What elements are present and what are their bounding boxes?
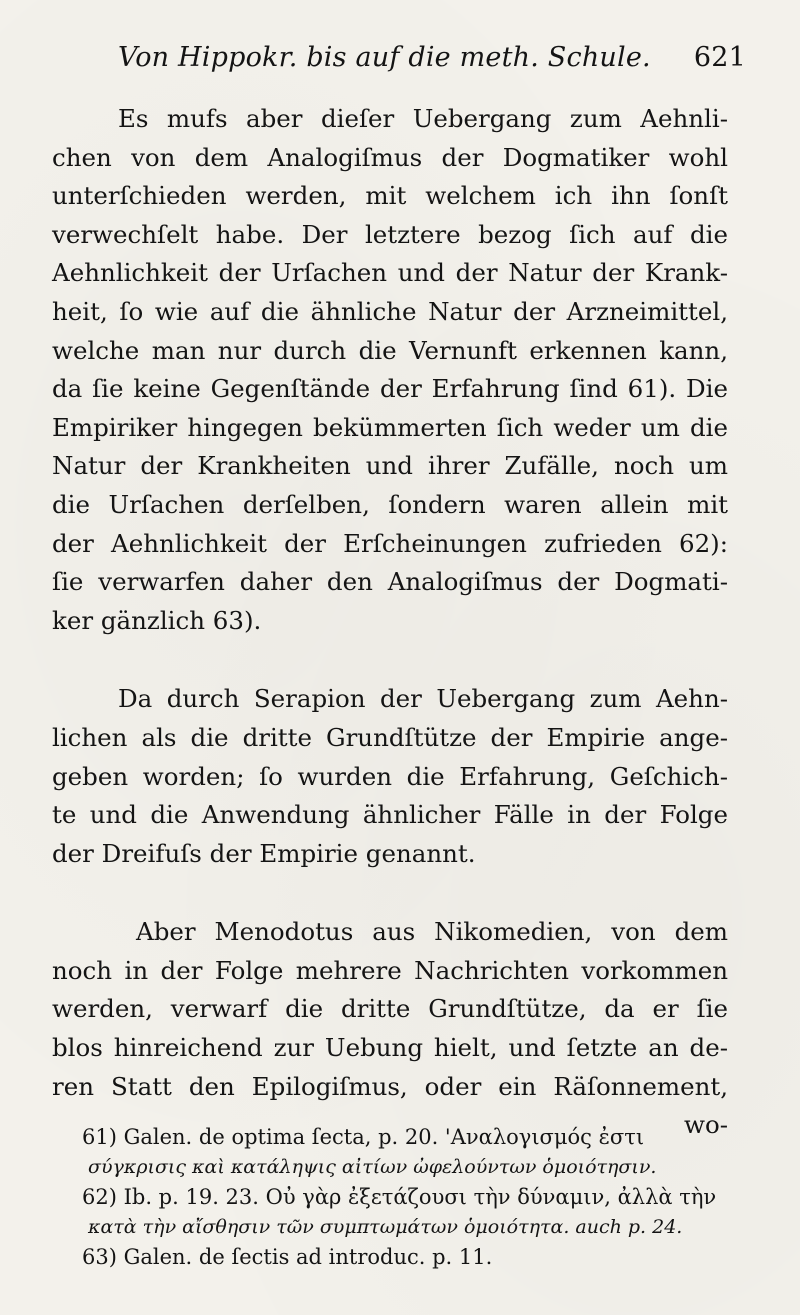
text-line: verwechſelt habe. Der letztere bezog ſich auf die bbox=[52, 219, 728, 249]
text-line: ren Statt den Epilogiſmus, oder ein Räſonnement, bbox=[52, 1071, 728, 1101]
running-title: Von Hippokr. bis auf die meth. Schule. bbox=[118, 42, 651, 73]
footnote-63: 63) Galen. de ſectis ad introduc. p. 11. bbox=[82, 1245, 493, 1269]
text-line: geben worden; ſo wurden die Erfahrung, Geſchich- bbox=[52, 761, 728, 791]
text-line: da ſie keine Gegenſtände der Erfahrung ſind 61). Die bbox=[52, 374, 728, 404]
main-text bbox=[52, 100, 728, 1145]
text-line: Aehnlichkeit der Urſachen und der Natur der Krank- bbox=[52, 258, 728, 288]
paragraph-gap bbox=[52, 873, 728, 913]
text-line: welche man nur durch die Vernunft erkennen kann, bbox=[52, 335, 728, 365]
text-line: werden, verwarf die dritte Grundſtütze, da er ſie bbox=[52, 994, 728, 1024]
paragraph-gap bbox=[52, 640, 728, 680]
catchword: wo- bbox=[684, 1110, 728, 1140]
text-line: lichen als die dritte Grundſtütze der Empirie ange- bbox=[52, 722, 728, 752]
text-line: noch in der Folge mehrere Nachrichten vorkommen bbox=[52, 955, 728, 985]
text-line: unterſchieden werden, mit welchem ich ihn ſonſt bbox=[52, 181, 728, 211]
footnote-61-continuation: σύγκρισις καὶ κατάληψις αἰτίων ὠφελούντων ὁμοιότησιν. bbox=[88, 1156, 657, 1178]
running-header bbox=[118, 42, 746, 73]
text-line: te und die Anwendung ähnlicher Fälle in der Folge bbox=[52, 800, 728, 830]
footnote-62: 62) Ib. p. 19. 23. Οὐ γὰρ ἐξετάζουσι τὴν δύναμιν, ἀλλὰ τὴν bbox=[82, 1185, 717, 1209]
footnote-62-continuation: κατὰ τὴν αἴσθησιν τῶν συμπτωμάτων ὁμοιότητα. auch p. 24. bbox=[88, 1216, 683, 1238]
footnotes bbox=[82, 1122, 732, 1272]
text-line: Natur der Krankheiten und ihrer Zufälle, noch um bbox=[52, 451, 728, 481]
text-line: chen von dem Analogiſmus der Dogmatiker wohl bbox=[52, 142, 728, 172]
text-line: ſie verwarfen daher den Analogiſmus der Dogmati- bbox=[52, 567, 728, 597]
text-line: Empiriker hingegen bekümmerten ſich weder um die bbox=[52, 412, 728, 442]
text-line: Aber Menodotus aus Nikomedien, von dem bbox=[136, 917, 728, 947]
text-line: der Aehnlichkeit der Erſcheinungen zufrieden 62): bbox=[52, 528, 728, 558]
text-line: ker gänzlich 63). bbox=[52, 605, 262, 635]
text-line: Da durch Serapion der Uebergang zum Aehn- bbox=[118, 684, 728, 714]
text-line: Es mufs aber dieſer Uebergang zum Aehnli- bbox=[118, 104, 728, 133]
text-line: der Dreifuſs der Empirie genannt. bbox=[52, 838, 476, 868]
text-line: heit, ſo wie auf die ähnliche Natur der Arzneimittel, bbox=[52, 296, 728, 326]
page-number: 621 bbox=[693, 42, 746, 73]
text-line: blos hinreichend zur Uebung hielt, und ſetzte an de- bbox=[52, 1033, 728, 1063]
text-line: die Urſachen derſelben, ſondern waren allein mit bbox=[52, 489, 728, 519]
footnote-61: 61) Galen. de optima ſecta, p. 20. 'Αναλογισμός ἐστι bbox=[82, 1125, 645, 1149]
